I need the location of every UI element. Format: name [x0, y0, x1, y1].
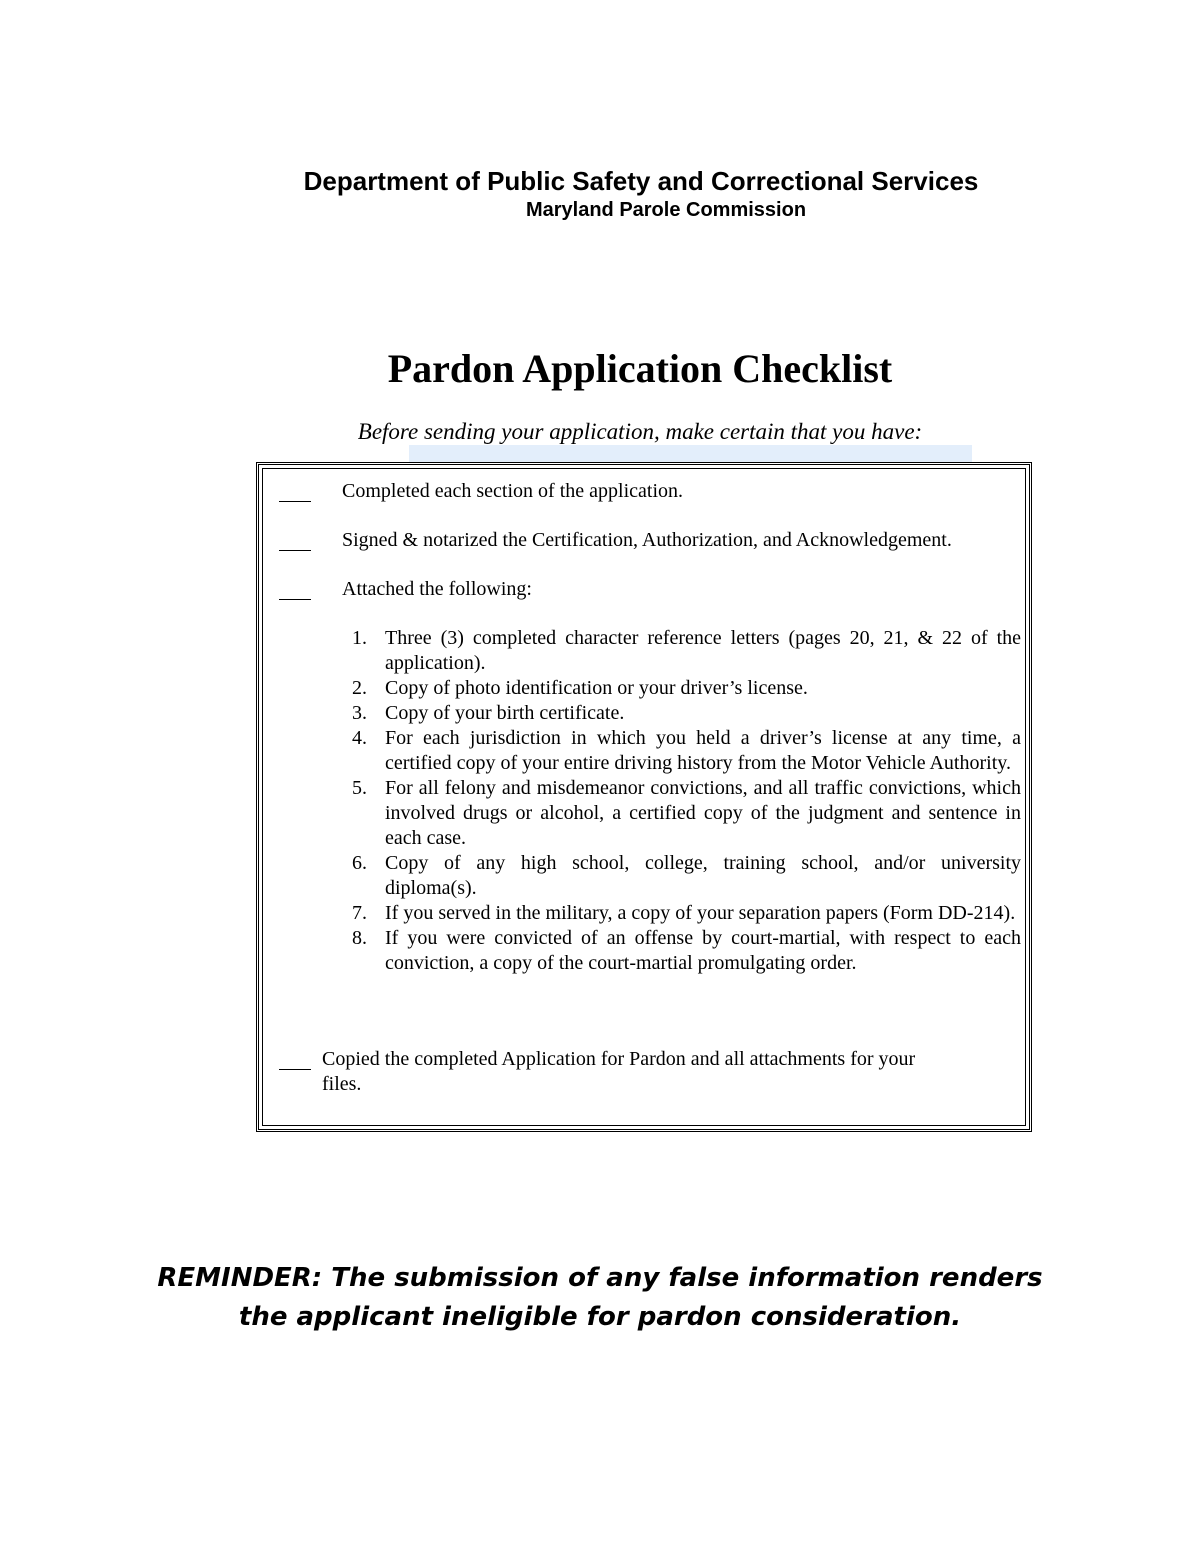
checklist-item-text: Attached the following:	[342, 578, 532, 600]
list-item-text: Copy of any high school, college, training school, and/or university diploma(s).	[385, 852, 1021, 899]
department-heading: Department of Public Safety and Correctional Services	[303, 166, 979, 196]
reminder-line-1: REMINDER: The submission of any false information renders	[157, 1263, 1043, 1293]
list-item-text: Copy of your birth certificate.	[385, 702, 625, 724]
checklist-box	[256, 462, 1032, 1132]
list-item-text: For all felony and misdemeanor convictions, and all traffic convictions, which involved drugs or alcohol, a certified copy of the judgment and sentence in each case.	[385, 777, 1021, 849]
list-item: 3. Copy of your birth certificate.	[352, 702, 625, 724]
checklist-instruction: Before sending your application, make certain that you have:	[357, 419, 923, 444]
checklist-item-text: Completed each section of the application.	[342, 480, 683, 502]
list-item: 8. If you were convicted of an offense by court-martial, with respect to each conviction, a copy of the court-martial promulgating order.	[352, 927, 1021, 974]
list-item-text: If you served in the military, a copy of your separation papers (Form DD-214).	[385, 902, 1016, 924]
list-item-text: Three (3) completed character reference letters (pages 20, 21, & 22 of the application).	[385, 627, 1021, 674]
list-item: 4. For each jurisdiction in which you held a driver’s license at any time, a certified copy of your entire driving history from the Motor Vehicle Authority.	[352, 727, 1021, 774]
list-item: 5. For all felony and misdemeanor convictions, and all traffic convictions, which involved drugs or alcohol, a certified copy of the judgment and sentence in each case.	[352, 777, 1021, 849]
attachments-list	[347, 626, 1021, 976]
checkbox-blank[interactable]	[279, 528, 311, 551]
list-item: 1. Three (3) completed character reference letters (pages 20, 21, & 22 of the application).	[352, 627, 1021, 674]
reminder-notice	[0, 1259, 1200, 1337]
checkbox-blank[interactable]	[279, 577, 311, 600]
list-item: 7. If you served in the military, a copy of your separation papers (Form DD-214).	[352, 902, 1016, 924]
checklist-item	[279, 1047, 939, 1097]
reminder-line-2: the applicant ineligible for pardon consideration.	[238, 1302, 962, 1332]
checklist-item-text: Signed & notarized the Certification, Authorization, and Acknowledgement.	[342, 529, 952, 551]
list-item-text: Copy of photo identification or your driver’s license.	[385, 677, 808, 699]
highlight-band	[409, 445, 972, 462]
commission-heading: Maryland Parole Commission	[525, 199, 807, 221]
list-item: 6. Copy of any high school, college, training school, and/or university diploma(s).	[352, 852, 1021, 899]
list-item: 2. Copy of photo identification or your driver’s license.	[352, 677, 808, 699]
checkbox-blank[interactable]	[279, 1047, 311, 1070]
list-item-text: If you were convicted of an offense by court-martial, with respect to each conviction, a copy of the court-martial promulgating order.	[385, 927, 1021, 974]
checkbox-blank[interactable]	[279, 479, 311, 502]
page-title: Pardon Application Checklist	[387, 346, 893, 391]
checklist-item-text: Copied the completed Application for Pardon and all attachments for your files.	[322, 1048, 916, 1095]
list-item-text: For each jurisdiction in which you held a driver’s license at any time, a certified copy of your entire driving history from the Motor Vehicle Authority.	[385, 727, 1021, 774]
